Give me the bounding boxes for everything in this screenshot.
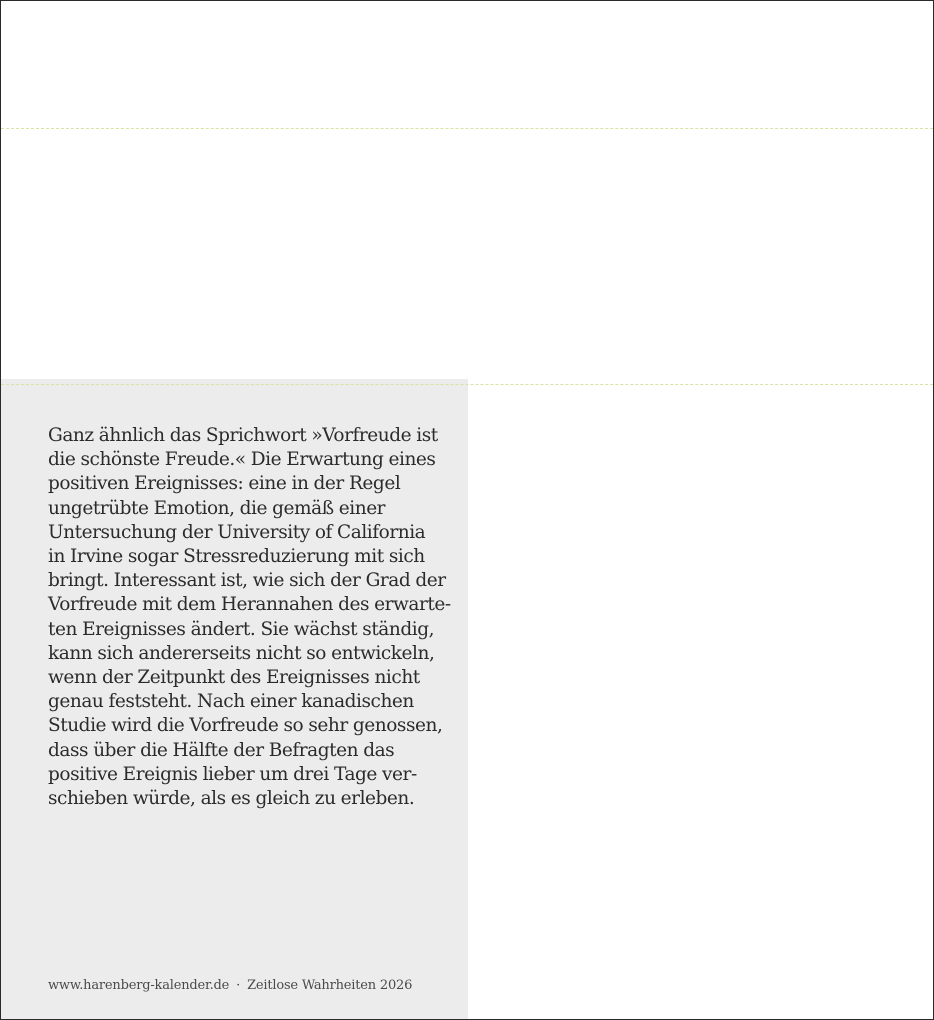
body-line: dass über die Hälfte der Befragten das (48, 739, 395, 761)
perforation-line-top (1, 128, 933, 129)
body-line: Untersuchung der University of California (48, 521, 426, 543)
body-line: ungetrübte Emotion, die gemäß einer (48, 497, 386, 519)
body-line: Ganz ähnlich das Sprichwort »Vorfreude ist (48, 425, 438, 446)
footer-separator: · (236, 978, 241, 993)
footer-title: Zeitlose Wahrheiten 2026 (247, 978, 413, 993)
footer-website: www.harenberg-kalender.de (48, 978, 230, 993)
body-line: genau feststeht. Nach einer kanadischen (48, 691, 414, 713)
footer (48, 977, 412, 995)
perforation-line-middle (1, 384, 933, 385)
body-line: bringt. Interessant ist, wie sich der Grad der (48, 570, 446, 592)
body-line: Vorfreude mit dem Herannahen des erwarte- (48, 594, 451, 616)
body-text (48, 424, 451, 811)
body-line: Studie wird die Vorfreude so sehr genossen, (48, 715, 443, 737)
body-line: die schönste Freude.« Die Erwartung eines (48, 449, 436, 471)
body-line: ten Ereignisses ändert. Sie wächst ständig, (48, 618, 435, 640)
body-line: wenn der Zeitpunkt des Ereignisses nicht (48, 667, 420, 689)
body-line: positive Ereignis lieber um drei Tage ver- (48, 763, 417, 785)
body-line: schieben würde, als es gleich zu erleben. (48, 788, 415, 810)
body-line: kann sich andererseits nicht so entwickeln, (48, 642, 435, 664)
body-line: positiven Ereignisses: eine in der Regel (48, 473, 401, 495)
body-line: in Irvine sogar Stressreduzierung mit sich (48, 546, 425, 568)
